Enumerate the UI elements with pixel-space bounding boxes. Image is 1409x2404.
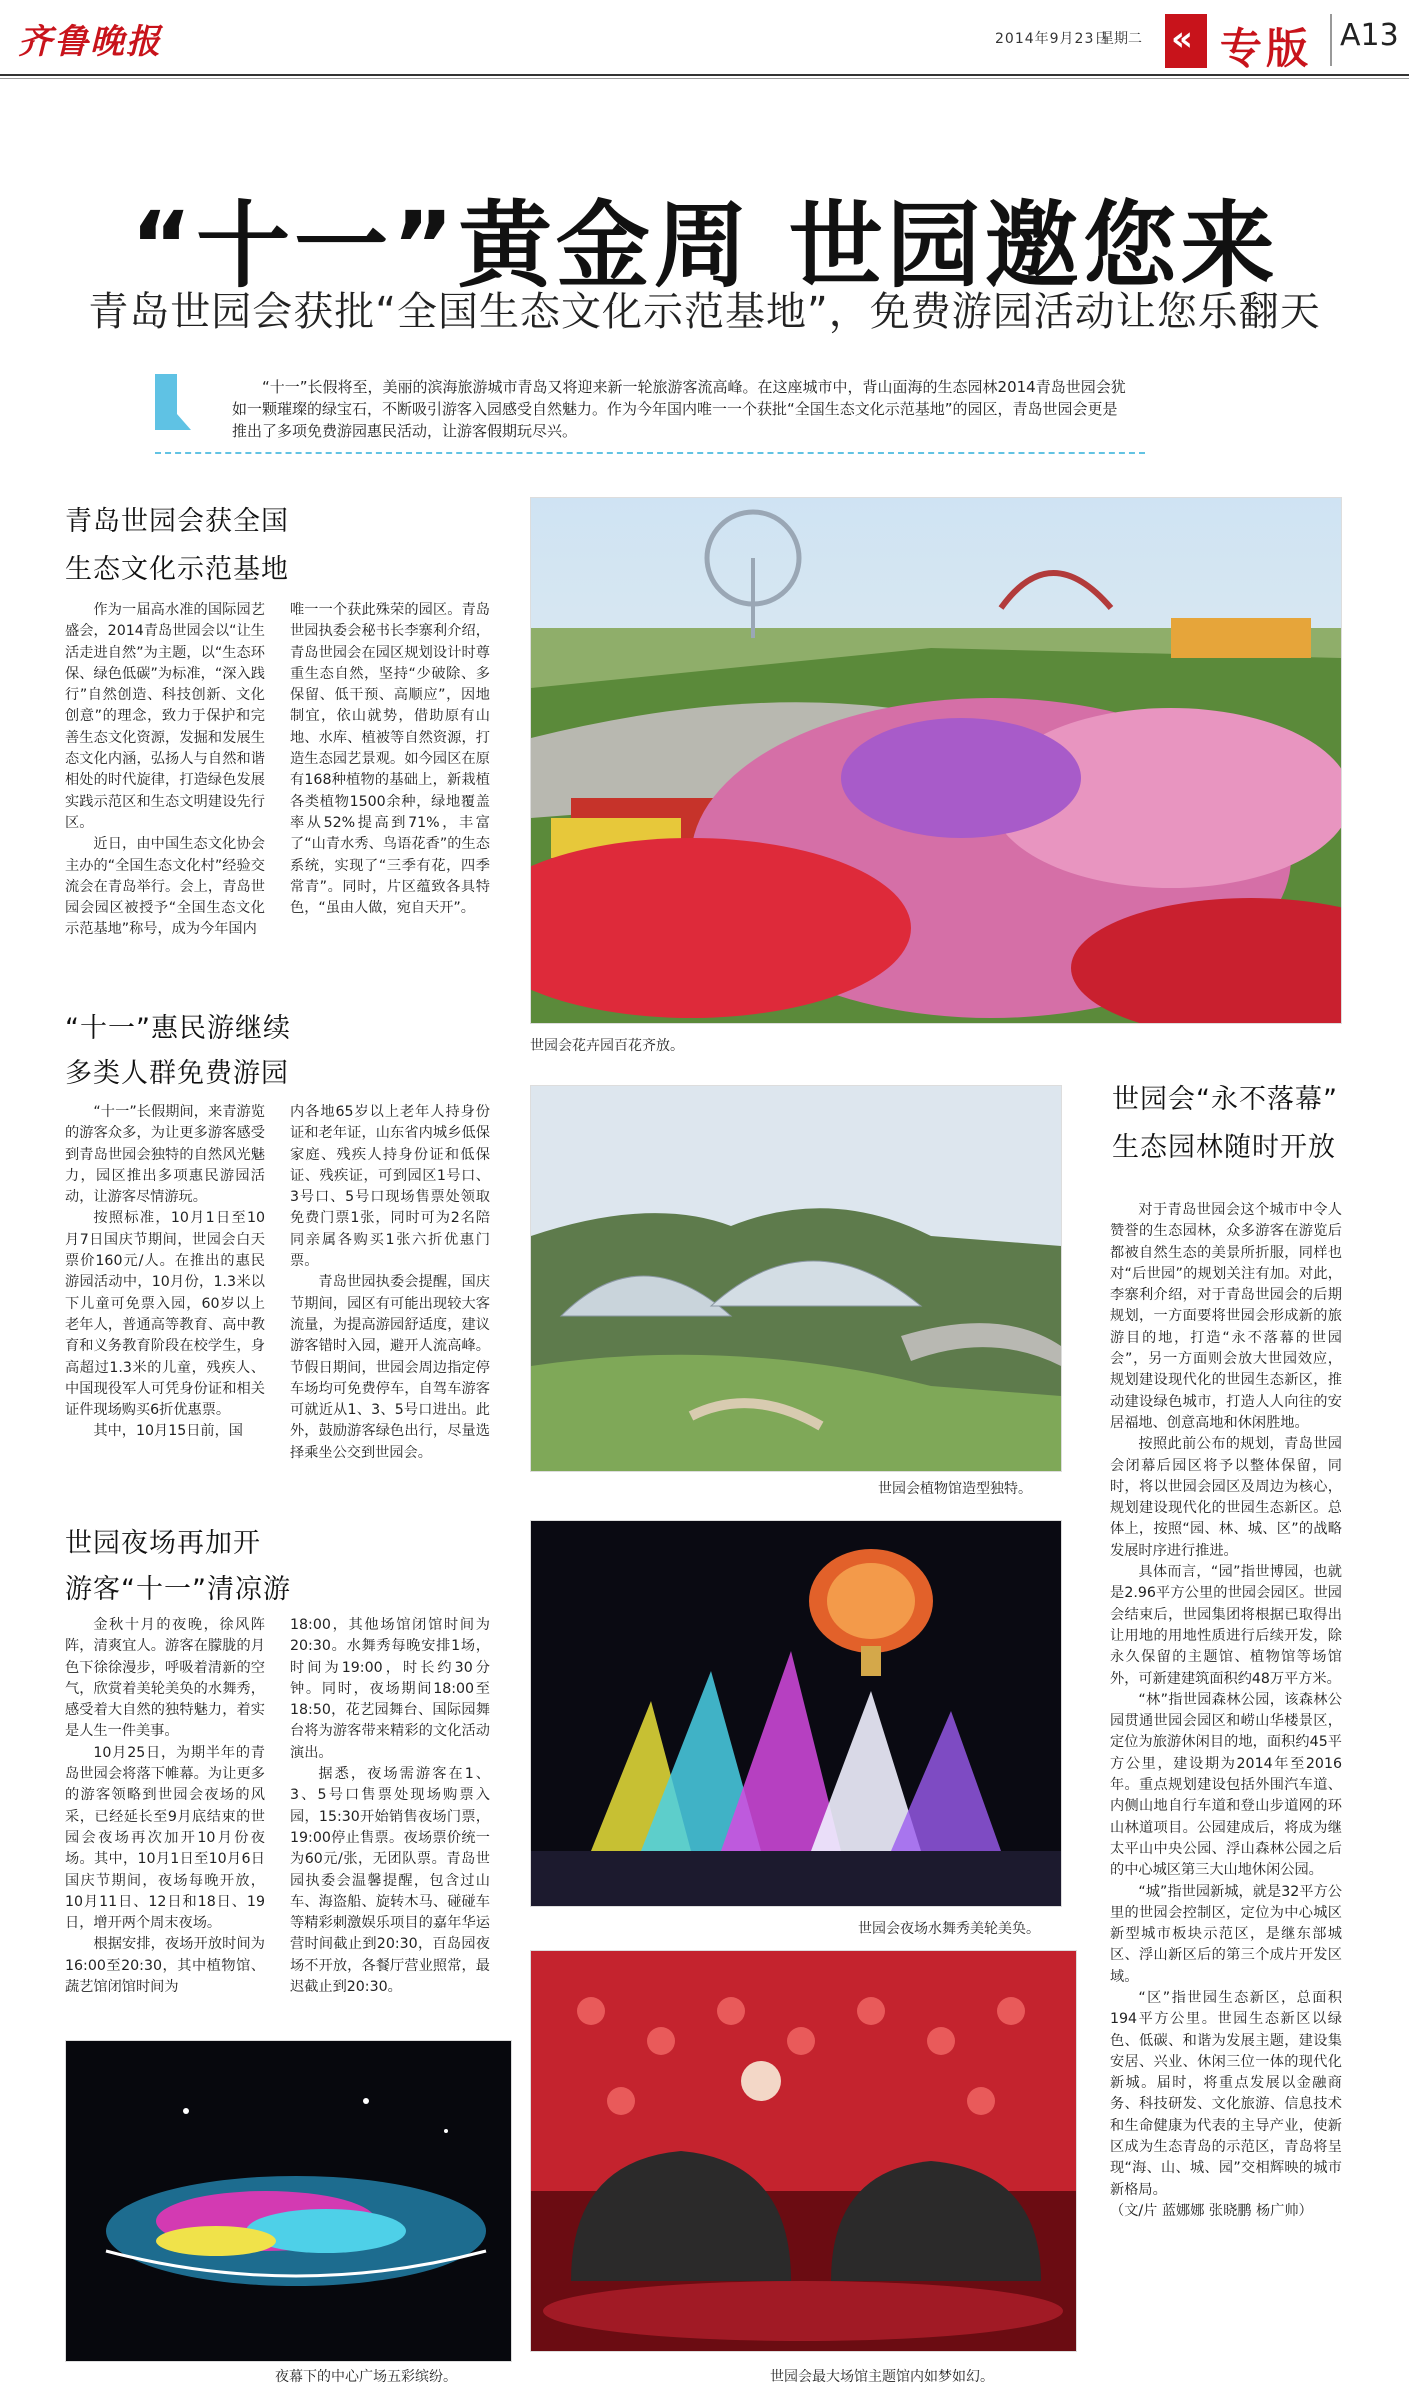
article4-para3: 根据安排，夜场开放时间为16:00至20:30，其中植物馆、蔬艺馆闭馆时间为 (65, 1936, 265, 1996)
article1-para1: 作为一届高水准的国际园艺盛会，2014青岛世园会以“让生活走进自然”为主题，以“生态环保、绿色低碳”为标准，“深入践行”自然创造、科技创新、文化创意”的理念，致力于保护和完善生态文化资源，发掘和发展生态文化内涵，弘扬人与自然和谐相处的时代旋律，打造绿色发展实践示范区和生态文明建设先行区。 (65, 602, 265, 831)
double-chevron-icon: « (1171, 19, 1193, 59)
article4-para4: 18:00，其他场馆闭馆时间为20:30。水舞秀每晚安排1场，时间为19:00，时长约30分钟。同时，夜场期间18:00至18:50，花艺园舞台、国际园舞台将为游客带来精彩的文化活动演出。 (290, 1617, 490, 1761)
quote-marker-icon (155, 374, 191, 444)
night-plaza-photo (65, 2040, 512, 2362)
article1-para3: 唯一一个获此殊荣的园区。青岛世园执委会秘书长李寨利介绍，青岛世园会在园区规划设计时尊重生态自然，坚持“少破除、多保留、低干预、高顺应”，因地制宜，依山就势，借助原有山地、水库、植被等自然资源，打造生态园艺景观。如今园区在原有168种植物的基础上，新栽植各类植物1500余种，绿地覆盖率从52%提高到71%，丰富了“山青水秀、鸟语花香”的生态系统，实现了“三季有花，四季常青”。同时，片区蕴致各具特色，“虽由人做，宛自天开”。 (290, 602, 490, 917)
photo5-caption: 世园会最大场馆主题馆内如梦如幻。 (770, 2369, 994, 2385)
photo1-caption: 世园会花卉园百花齐放。 (530, 1038, 684, 1054)
lead-paragraph: “十一”长假将至，美丽的滨海旅游城市青岛又将迎来新一轮旅游客流高峰。在这座城市中，背山面海的生态园林2014青岛世园会犹如一颗璀璨的绿宝石，不断吸引游客入园感受自然魅力。作为今年国内唯一一个获批“全国生态文化示范基地”的园区，青岛世园会更是推出了多项免费游园惠民活动，让游客假期玩尽兴。 (232, 378, 1126, 440)
issue-weekday: 星期二 (1100, 31, 1142, 47)
header-rule (0, 74, 1409, 76)
article4-col1 (65, 1615, 265, 1998)
issue-date: 2014年9月23日 (995, 31, 1110, 47)
article3-para5: “城”指世园新城，就是32平方公里的世园会控制区，定位为中心城区新型城市板块示范区，是继东部城区、浮山新区后的第三个成片开发区域。 (1110, 1883, 1342, 1985)
article2-para3: 其中，10月15日前，国 (93, 1423, 243, 1440)
article4-title-line2: 游客“十一”清凉游 (65, 1574, 291, 1605)
water-show-photo (530, 1520, 1062, 1907)
article3-para3: 具体而言，“园”指世博园，也就是2.96平方公里的世园会园区。世园会结束后，世园集团将根据已取得出让用地的用地性质进行后续开发，除永久保留的主题馆、植物馆等场馆外，可新建建筑面积约48万平方米。 (1110, 1564, 1342, 1687)
article3-title-line1: 世园会“永不落幕” (1112, 1084, 1338, 1115)
article2-title-line1: “十一”惠民游继续 (65, 1013, 291, 1044)
article4-para5: 据悉，夜场需游客在1、3、5号口售票处现场购票入园，15:30开始销售夜场门票，19:00停止售票。夜场票价统一为60元/张，无团队票。青岛世园执委会温馨提醒，包含过山车、海盗船、旋转木马、碰碰车等精彩刺激娱乐项目的嘉年华运营时间截止到20:30，百岛园夜场不开放，各餐厅营业照常，最迟截止到20:30。 (290, 1766, 490, 1996)
article2-para4: 内各地65岁以上老年人持身份证和老年证，山东省内城乡低保家庭、残疾人持身份证和低保证、残疾证，可到园区1号口、3号口、5号口现场售票处领取免费门票1张，同时可为2名陪同亲属各购买1张六折优惠门票。 (290, 1104, 490, 1270)
photo2-caption: 世园会植物馆造型独特。 (878, 1481, 1032, 1497)
article1-col1 (65, 600, 265, 941)
headline: “十一”黄金周 世园邀您来 (130, 192, 1279, 301)
article2-para2: 按照标准，10月1日至10月7日国庆节期间，世园会白天票价160元/人。在推出的惠民游园活动中，10月份，1.3米以下儿童可免票入园，60岁以上老年人，普通高等教育、高中教育和义务教育阶段在校学生，身高超过1.3米的儿童，残疾人、中国现役军人可凭身份证和相关证件现场购买6折优惠票。 (65, 1210, 265, 1419)
article3-para4: “林”指世园森林公园，该森林公园贯通世园会园区和崂山华楼景区，定位为旅游休闲目的地，面积约45平方公里，建设期为2014年至2016年。重点规划建设包括外围汽车道、内侧山地自行车道和登山步道网的环山林道项目。公园建成后，将成为继太平山中央公园、浮山森林公园之后的中心城区第三大山地休闲公园。 (1110, 1691, 1342, 1879)
header-rule-thin (0, 78, 1409, 79)
article1-title-line1: 青岛世园会获全国 (65, 506, 289, 537)
article2-para5: 青岛世园执委会提醒，国庆节期间，园区有可能出现较大客流量，为提高游园舒适度，建议游客错时入园，避开人流高峰。节假日期间，世园会周边指定停车场均可免费停车，自驾车游客可就近从1、3、5号口进出。此外，鼓励游客绿色出行，尽量选择乘坐公交到世园会。 (290, 1274, 490, 1461)
article4-col2 (290, 1615, 490, 1998)
header-divider (1330, 14, 1332, 66)
article4-para1: 金秋十月的夜晚，徐风阵阵，清爽宜人。游客在朦胧的月色下徐徐漫步，呼吸着清新的空气，欣赏着美轮美奂的水舞秀，感受着大自然的独特魅力，着实是人生一件美事。 (65, 1617, 265, 1740)
article3-para2: 按照此前公布的规划，青岛世园会闭幕后园区将予以整体保留，同时，将以世园会园区及周边为核心，规划建设现代化的世园生态新区。总体上，按照“园、林、城、区”的战略发展时序进行推进。 (1110, 1436, 1342, 1559)
masthead-logo: 齐鲁晚报 (18, 22, 162, 62)
article3-byline: （文/片 蓝娜娜 张晓鹏 杨广帅） (1110, 2202, 1313, 2219)
article3-body (1110, 1200, 1342, 2222)
article1-para2: 近日，由中国生态文化协会主办的“全国生态文化村”经验交流会在青岛举行。会上，青岛世园会园区被授予“全国生态文化示范基地”称号，成为今年国内 (65, 836, 265, 938)
article2-col2 (290, 1102, 490, 1464)
article1-title-line2: 生态文化示范基地 (65, 554, 289, 585)
article3-para1: 对于青岛世园会这个城市中令人赞誉的生态园林，众多游客在游览后都被自然生态的美景所折服，同样也对“后世园”的规划关注有加。对此，李寨利介绍，对于青岛世园会的后期规划，一方面要将世园会形成新的旅游目的地，打造“永不落幕的世园会”，另一方面则会放大世园效应，规划建设现代化的世园生态新区，推动建设绿色城市，打造人人向往的安居福地、创意高地和休闲胜地。 (1110, 1202, 1342, 1431)
article2-para1: “十一”长假期间，来青游览的游客众多，为让更多游客感受到青岛世园会独特的自然风光魅力，园区推出多项惠民游园活动，让游客尽情游玩。 (65, 1104, 265, 1206)
page-number: A13 (1340, 18, 1399, 53)
article2-title-line2: 多类人群免费游园 (65, 1058, 289, 1089)
photo4-caption: 夜幕下的中心广场五彩缤纷。 (275, 2369, 457, 2385)
plant-pavilion-photo (530, 1085, 1062, 1472)
subheadline: 青岛世园会获批“全国生态文化示范基地”，免费游园活动让您乐翻天 (88, 289, 1321, 335)
section-label: 专版 (1220, 24, 1313, 73)
article3-para6: “区”指世园生态新区，总面积194平方公里。世园生态新区以绿色、低碳、和谐为发展主题，建设集安居、兴业、休闲三位一体的现代化新城。届时，将重点发展以金融商务、科技研发、文化旅游、信息技术和生命健康为代表的主导产业，使新区成为生态青岛的示范区，青岛将呈现“海、山、城、园”交相辉映的城市新格局。 (1110, 1989, 1342, 2198)
flower-garden-photo (530, 497, 1342, 1024)
article3-title-line2: 生态园林随时开放 (1112, 1132, 1336, 1163)
article1-col2 (290, 600, 490, 919)
photo3-caption: 世园会夜场水舞秀美轮美奂。 (858, 1921, 1040, 1937)
article4-title-line1: 世园夜场再加开 (65, 1528, 261, 1559)
theme-pavilion-photo (530, 1950, 1077, 2352)
article2-col1 (65, 1102, 265, 1443)
article4-para2: 10月25日，为期半年的青岛世园会将落下帷幕。为让更多的游客领略到世园会夜场的风采，已经延长至9月底结束的世园会夜场再次加开10月份夜场。其中，10月1日至10月6日国庆节期间，夜场每晚开放，10月11日、12日和18日、19日，增开两个周末夜场。 (65, 1744, 265, 1932)
section-badge (1165, 14, 1207, 68)
